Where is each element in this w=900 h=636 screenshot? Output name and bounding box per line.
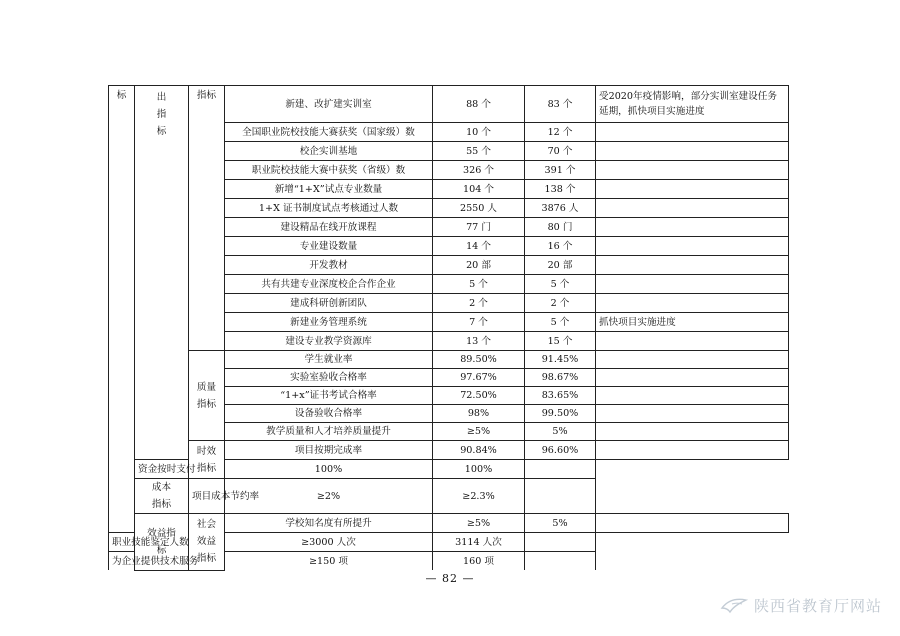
note-cell bbox=[596, 294, 789, 313]
note-cell bbox=[596, 405, 789, 423]
quality-indicator-cell bbox=[189, 351, 225, 441]
watermark-text: 陕西省教育厅网站 bbox=[753, 596, 882, 615]
actual-value: 5% bbox=[525, 514, 596, 533]
table-row bbox=[109, 479, 789, 514]
page-number: — 82 — bbox=[425, 572, 475, 585]
indicator-name: “1+x”证书考试合格率 bbox=[225, 387, 433, 405]
actual-value: 160 项 bbox=[433, 552, 525, 571]
indicator-name: 项目成本节约率 bbox=[189, 479, 225, 514]
note-cell bbox=[596, 142, 789, 161]
indicator-name: 实验室验收合格率 bbox=[225, 369, 433, 387]
actual-value: 391 个 bbox=[525, 161, 596, 180]
indicator-name: 学校知名度有所提升 bbox=[225, 514, 433, 533]
target-value: 90.84% bbox=[433, 441, 525, 460]
output-indicator-cell bbox=[135, 86, 189, 460]
actual-value: 15 个 bbox=[525, 332, 596, 351]
indicator-name: 新增“1+X”试点专业数量 bbox=[225, 180, 433, 199]
note-cell bbox=[596, 218, 789, 237]
actual-value: 98.67% bbox=[525, 369, 596, 387]
target-value: 2550 人 bbox=[433, 199, 525, 218]
target-value: 104 个 bbox=[433, 180, 525, 199]
actual-value: ≥2.3% bbox=[433, 479, 525, 514]
actual-value: 5 个 bbox=[525, 313, 596, 332]
indicator-name: 1+X 证书制度试点考核通过人数 bbox=[225, 199, 433, 218]
note-cell bbox=[596, 441, 789, 460]
target-value: 97.67% bbox=[433, 369, 525, 387]
note-cell bbox=[525, 533, 596, 552]
table-row bbox=[109, 441, 789, 460]
indicator-name: 专业建设数量 bbox=[225, 237, 433, 256]
indicator-name: 职业技能鉴定人数 bbox=[109, 533, 135, 552]
actual-value: 100% bbox=[433, 460, 525, 479]
actual-value: 16 个 bbox=[525, 237, 596, 256]
target-value: 77 门 bbox=[433, 218, 525, 237]
indicator-name: 开发教材 bbox=[225, 256, 433, 275]
table-row bbox=[109, 351, 789, 369]
table-row bbox=[109, 514, 789, 533]
target-value: 326 个 bbox=[433, 161, 525, 180]
target-value: ≥150 项 bbox=[225, 552, 433, 571]
indicator-name: 新建、改扩建实训室 bbox=[225, 86, 433, 123]
indicator-name: 资金按时支付 bbox=[135, 460, 189, 479]
target-value: 14 个 bbox=[433, 237, 525, 256]
note-cell: 受2020年疫情影响，部分实训室建设任务延期，抓快项目实施进度 bbox=[596, 86, 789, 123]
indicator-name: 全国职业院校技能大赛获奖（国家级）数 bbox=[225, 123, 433, 142]
social-benefit-label: 社会 效益 指标 bbox=[196, 519, 217, 565]
actual-value: 5% bbox=[525, 423, 596, 441]
benefit-indicator-label: 效益指 标 bbox=[147, 527, 176, 556]
cost-indicator-cell bbox=[135, 479, 189, 514]
quality-indicator-label: 质量 指标 bbox=[196, 381, 217, 410]
indicator-table bbox=[108, 85, 789, 571]
target-value: 7 个 bbox=[433, 313, 525, 332]
target-value: 55 个 bbox=[433, 142, 525, 161]
indicator-name: 建设精品在线开放课程 bbox=[225, 218, 433, 237]
note-cell bbox=[596, 387, 789, 405]
indicator-name: 为企业提供技术服务 bbox=[109, 552, 135, 571]
target-value: ≥5% bbox=[433, 423, 525, 441]
actual-value: 80 门 bbox=[525, 218, 596, 237]
indicator-name: 项目按期完成率 bbox=[225, 441, 433, 460]
actual-value: 91.45% bbox=[525, 351, 596, 369]
note-cell bbox=[525, 552, 596, 571]
note-cell bbox=[525, 460, 596, 479]
indicator-name: 教学质量和人才培养质量提升 bbox=[225, 423, 433, 441]
note-cell bbox=[525, 479, 596, 514]
actual-value: 5 个 bbox=[525, 275, 596, 294]
indicator-name: 建成科研创新团队 bbox=[225, 294, 433, 313]
indicator-name: 设备验收合格率 bbox=[225, 405, 433, 423]
watermark bbox=[720, 594, 882, 616]
target-value: 72.50% bbox=[433, 387, 525, 405]
note-cell bbox=[596, 123, 789, 142]
sparrow-logo-icon bbox=[720, 594, 750, 616]
category-cell: 标 bbox=[109, 86, 135, 533]
note-cell: 抓快项目实施进度 bbox=[596, 313, 789, 332]
actual-value: 96.60% bbox=[525, 441, 596, 460]
output-indicator-label: 出 指 标 bbox=[156, 92, 167, 137]
target-value: 10 个 bbox=[433, 123, 525, 142]
target-value: ≥3000 人次 bbox=[225, 533, 433, 552]
actual-value: 99.50% bbox=[525, 405, 596, 423]
target-value: 20 部 bbox=[433, 256, 525, 275]
note-cell bbox=[596, 161, 789, 180]
target-value: 98% bbox=[433, 405, 525, 423]
indicator-name: 共有共建专业深度校企合作企业 bbox=[225, 275, 433, 294]
note-cell bbox=[596, 423, 789, 441]
target-value: ≥2% bbox=[225, 479, 433, 514]
indicator-name: 学生就业率 bbox=[225, 351, 433, 369]
target-value: 5 个 bbox=[433, 275, 525, 294]
actual-value: 3114 人次 bbox=[433, 533, 525, 552]
target-value: 2 个 bbox=[433, 294, 525, 313]
note-cell bbox=[596, 180, 789, 199]
note-cell bbox=[596, 332, 789, 351]
indicator-name: 新建业务管理系统 bbox=[225, 313, 433, 332]
actual-value: 3876 人 bbox=[525, 199, 596, 218]
note-cell bbox=[596, 351, 789, 369]
note-cell bbox=[596, 369, 789, 387]
target-value: 13 个 bbox=[433, 332, 525, 351]
indicator-name: 建设专业教学资源库 bbox=[225, 332, 433, 351]
note-cell bbox=[596, 256, 789, 275]
indicator-name: 校企实训基地 bbox=[225, 142, 433, 161]
table-row bbox=[109, 86, 789, 123]
indicator-name: 职业院校技能大赛中获奖（省级）数 bbox=[225, 161, 433, 180]
note-cell bbox=[596, 237, 789, 256]
note-cell bbox=[596, 514, 789, 533]
note-cell bbox=[596, 199, 789, 218]
actual-value: 83 个 bbox=[525, 86, 596, 123]
actual-value: 138 个 bbox=[525, 180, 596, 199]
target-value: 88 个 bbox=[433, 86, 525, 123]
target-value: 100% bbox=[225, 460, 433, 479]
actual-value: 2 个 bbox=[525, 294, 596, 313]
target-value: ≥5% bbox=[433, 514, 525, 533]
cost-indicator-label: 成本 指标 bbox=[151, 482, 172, 510]
quantity-indicator-cell: 指标 bbox=[189, 86, 225, 351]
target-value: 89.50% bbox=[433, 351, 525, 369]
actual-value: 70 个 bbox=[525, 142, 596, 161]
actual-value: 83.65% bbox=[525, 387, 596, 405]
time-indicator-label: 时效 指标 bbox=[196, 445, 217, 474]
note-cell bbox=[596, 275, 789, 294]
actual-value: 20 部 bbox=[525, 256, 596, 275]
actual-value: 12 个 bbox=[525, 123, 596, 142]
